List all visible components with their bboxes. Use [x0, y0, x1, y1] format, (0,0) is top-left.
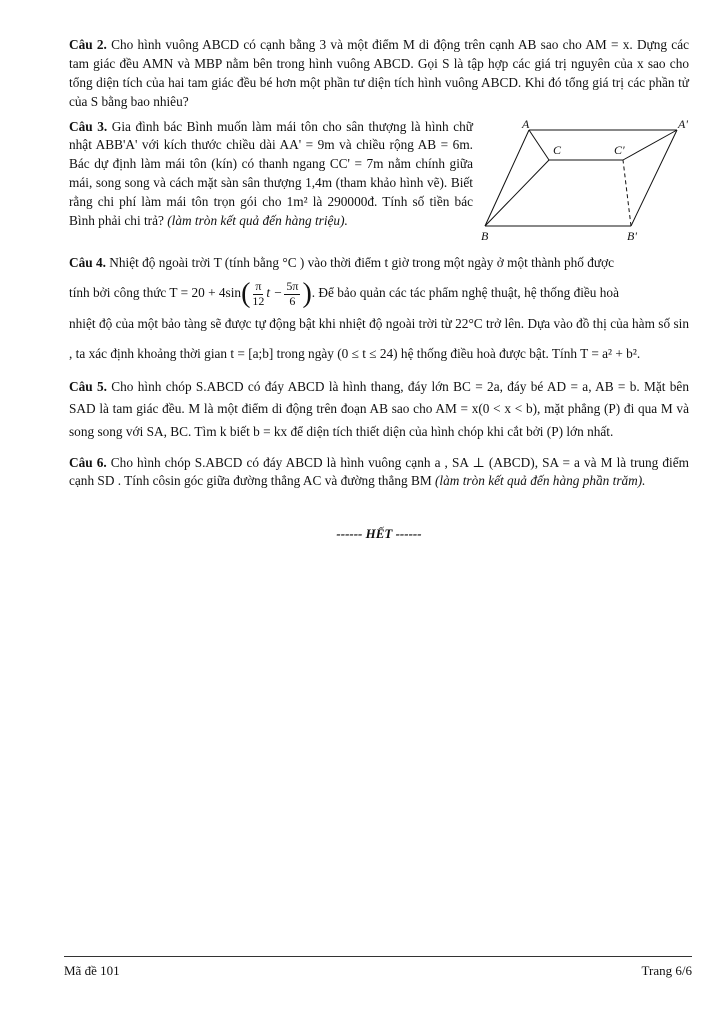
question-4-label: Câu 4.	[69, 254, 106, 270]
fraction-numerator: 5π	[286, 279, 299, 294]
formula-middle: t −	[266, 285, 283, 301]
end-marker	[69, 525, 689, 543]
edge-b-c	[485, 160, 549, 226]
question-4-formula-tail: . Để bảo quản các tác phẩm nghệ thuật, hệ thống điều hoà	[311, 285, 619, 301]
question-6-label: Câu 6.	[69, 454, 107, 470]
left-paren: (	[241, 278, 251, 310]
fraction-numerator: π	[255, 279, 262, 294]
right-paren: )	[302, 278, 312, 310]
question-6	[69, 454, 689, 492]
edge-a-prime-c-prime	[623, 130, 677, 160]
question-4-rest: nhiệt độ của một bảo tàng sẽ được tự động bật khi nhiệt độ ngoài trời từ 22°C trở lên. Dựa vào đồ thị của hàm số sin , ta xác định khoảng thời gian t = [a;b] trong ngày (0 ≤ t ≤ 24) hệ thống điều hoà được bật. Tính T = a² + b².	[69, 315, 689, 362]
question-5-label: Câu 5.	[69, 378, 107, 394]
question-3-note: (làm tròn kết quả đến hàng triệu).	[167, 212, 348, 228]
exam-code: Mã đề 101	[64, 963, 120, 978]
fraction-denominator: 12	[252, 293, 265, 308]
question-3	[69, 118, 689, 242]
page-number: Trang 6/6	[641, 963, 692, 978]
edge-a-b	[485, 130, 529, 226]
label-c-prime: C'	[614, 142, 625, 157]
fraction-pi-over-12	[252, 280, 264, 307]
question-4-formula-lead: tính bởi công thức T = 20 + 4sin	[69, 285, 242, 301]
question-5	[69, 376, 689, 444]
label-b: B	[481, 228, 489, 242]
question-4-intro: Nhiệt độ ngoài trời T (tính bằng °C ) vào thời điểm t giờ trong một ngày ở một thành phố được	[109, 254, 615, 270]
question-5-text: Cho hình chóp S.ABCD có đáy ABCD là hình thang, đáy lớn BC = 2a, đáy bé AD = a, AB = b. Mặt bên SAD là tam giác đều. M là một điểm di động trên đoạn AB sao cho AM = x(0 < x < b), mặt phẳng (P) đi qua M và song song với SA, BC. Tìm k biết b = kx để diện tích thiết diện của hình chóp khi cắt bởi (P) lớn nhất.	[69, 378, 689, 439]
question-3-label: Câu 3.	[69, 118, 108, 134]
label-a-prime: A'	[678, 117, 688, 131]
question-6-note: (làm tròn kết quả đến hàng phần trăm).	[435, 473, 646, 489]
question-2	[69, 36, 689, 112]
end-text: ------ HẾT ------	[336, 526, 422, 542]
question-3-body	[69, 118, 473, 231]
edge-a-prime-b-prime	[631, 130, 677, 226]
label-b-prime: B'	[627, 228, 637, 242]
edge-b-prime-c-prime-hidden	[623, 160, 631, 226]
question-6-text: Cho hình chóp S.ABCD có đáy ABCD là hình vuông cạnh a , SA ⊥ (ABCD), SA = a và M là trung điểm cạnh SD . Tính côsin góc giữa đường thẳng AC và đường thẳng BM	[69, 454, 689, 489]
label-a: A	[522, 117, 530, 131]
fraction-denominator: 6	[289, 293, 296, 308]
roof-figure	[481, 118, 691, 242]
edge-a-c	[529, 130, 549, 160]
question-4	[69, 248, 689, 370]
question-2-label: Câu 2.	[69, 37, 107, 52]
question-2-text: Cho hình vuông ABCD có cạnh bằng 3 và một điểm M di động trên cạnh AB sao cho AM = x. Dựng các tam giác đều AMN và MBP nằm bên trong hình vuông ABCD. Gọi S là tập hợp các giá trị nguyên của x sao cho tổng diện tích của hai tam giác đều bé hơn một phần tư diện tích hình vuông ABCD. Khi đó tổng giá trị các phần tử của S bằng bao nhiêu?	[69, 37, 689, 109]
exam-page	[69, 36, 689, 544]
fraction-5pi-over-6	[284, 280, 300, 307]
question-3-text: Gia đình bác Bình muốn làm mái tôn cho sân thượng là hình chữ nhật ABB'A' với kích thước chiều dài AA' = 9m và chiều rộng AB = 6m. Bác dự định làm mái tôn (kín) có thanh ngang CC' = 7m nằm chính giữa mái, song song và cách mặt sàn sân thượng 1,4m (tham khảo hình vẽ). Biết rằng chi phí làm mái tôn trọn gói cho 1m² là 290000đ. Tính số tiền bác Bình phải chi trả?	[69, 118, 473, 228]
page-footer	[64, 956, 692, 979]
label-c: C	[553, 142, 562, 157]
